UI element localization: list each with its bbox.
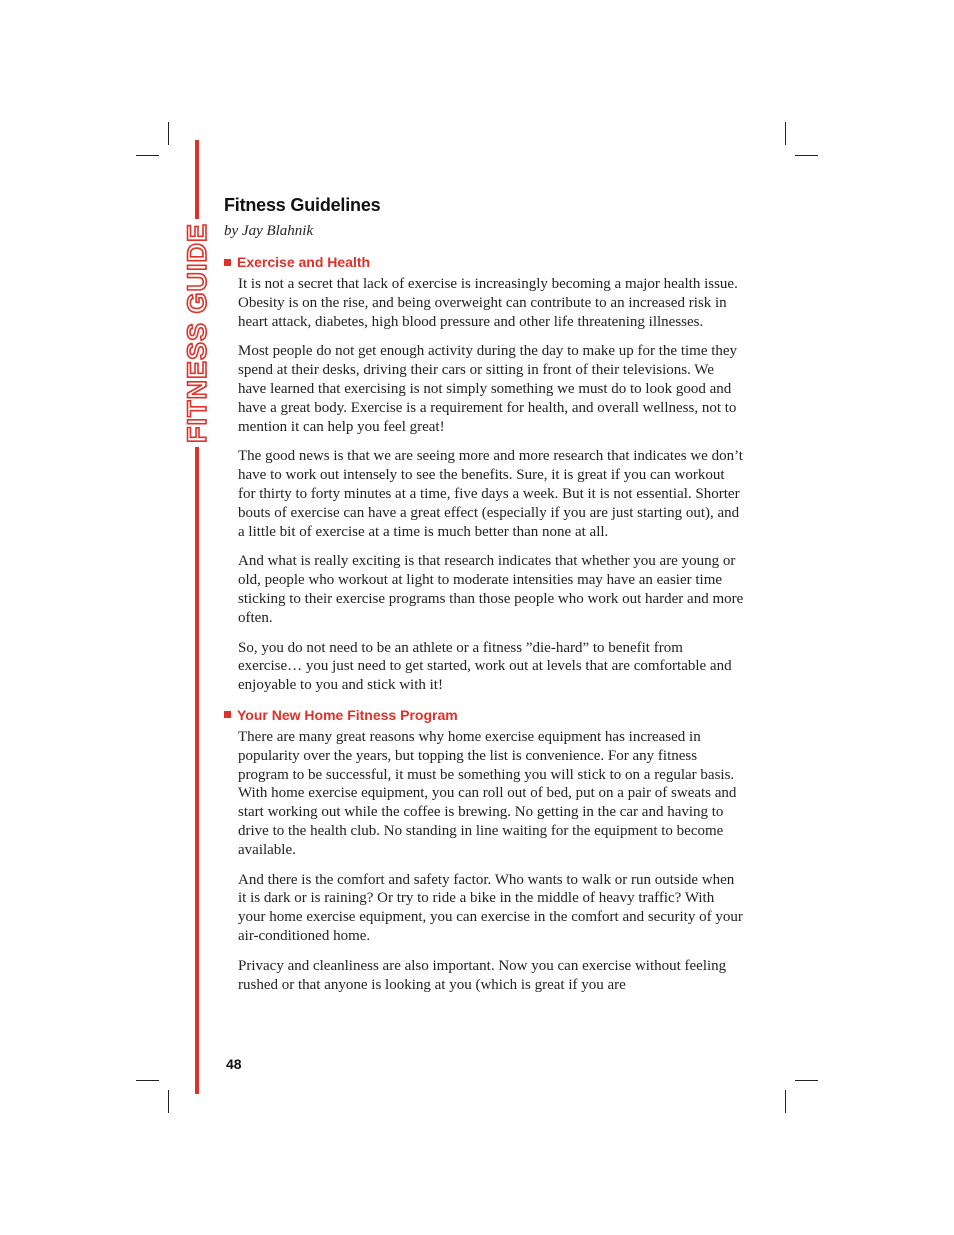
section-home-fitness-program <box>224 706 744 994</box>
side-rule <box>195 425 199 1094</box>
section-heading-text: Exercise and Health <box>237 254 371 270</box>
section-heading <box>224 253 744 271</box>
paragraph: Most people do not get enough activity during the day to make up for the time they spend at their desks, driving their cars or sitting in front of their televisions. We have learned that exercising is not simply something we must do to look good and have a great body. Exercise is a requirement for health, and overall wellness, not to mention it can help you feel great! <box>238 343 738 435</box>
crop-mark <box>168 1090 169 1113</box>
paragraph: There are many great reasons why home exercise equipment has increased in popularity over the years, but topping the list is convenience. For any fitness program to be successful, it must be something you will stick to on a regular basis. With home exercise equipment, you can roll out of bed, put on a pair of sweats and start working out while the coffee is brewing. No getting in the car and having to drive to the health club. No standing in line waiting for the equipment to become available. <box>238 728 737 858</box>
crop-mark <box>136 155 159 156</box>
page-number: 48 <box>226 1056 242 1072</box>
crop-mark <box>136 1080 159 1081</box>
crop-mark <box>795 155 818 156</box>
square-bullet-icon <box>224 711 231 718</box>
crop-mark <box>785 1090 786 1113</box>
section-exercise-and-health <box>224 253 744 695</box>
article-title: Fitness Guidelines <box>224 195 381 215</box>
article <box>224 193 744 1005</box>
paragraph: It is not a secret that lack of exercise is increasingly becoming a major health issue. Obesity is on the rise, and being overweight can contribute to an increased risk in heart attack, diabetes, high blood pressure and other life threatening illnesses. <box>238 276 738 330</box>
crop-mark <box>168 122 169 145</box>
crop-mark <box>785 122 786 145</box>
paragraph: Privacy and cleanliness are also important. Now you can exercise without feeling rushed or that anyone is looking at you (which is great if you are <box>238 957 727 993</box>
article-byline: by Jay Blahnik <box>224 223 314 239</box>
section-heading-text: Your New Home Fitness Program <box>237 706 458 723</box>
paragraph: The good news is that we are seeing more and more research that indicates we don’t have to work out intensely to see the benefits. Sure, it is great if you can workout for thirty to forty minutes at a time, five days a week. But it is not essential. Shorter bouts of exercise can have a great effect (especially if you are just starting out), and a little bit of exercise at a time is much better than none at all. <box>238 448 743 540</box>
side-section-label: FITNESS GUIDE <box>182 219 212 447</box>
paragraph: And there is the comfort and safety factor. Who wants to walk or run outside when it is dark or is raining? Or try to ride a bike in the middle of heavy traffic? With your home exercise equipment, you can exercise in the comfort and security of your air-conditioned home. <box>238 871 743 944</box>
paragraph: And what is really exciting is that research indicates that whether you are young or old, people who workout at light to moderate intensities may have an easier time sticking to their exercise programs than those people who work out harder and more often. <box>238 553 744 626</box>
square-bullet-icon <box>224 259 231 266</box>
crop-mark <box>795 1080 818 1081</box>
paragraph: So, you do not need to be an athlete or a fitness ”die-hard” to benefit from exercise… you just need to get started, work out at levels that are comfortable and enjoyable to you and stick with it! <box>238 639 732 694</box>
section-heading <box>224 706 744 724</box>
